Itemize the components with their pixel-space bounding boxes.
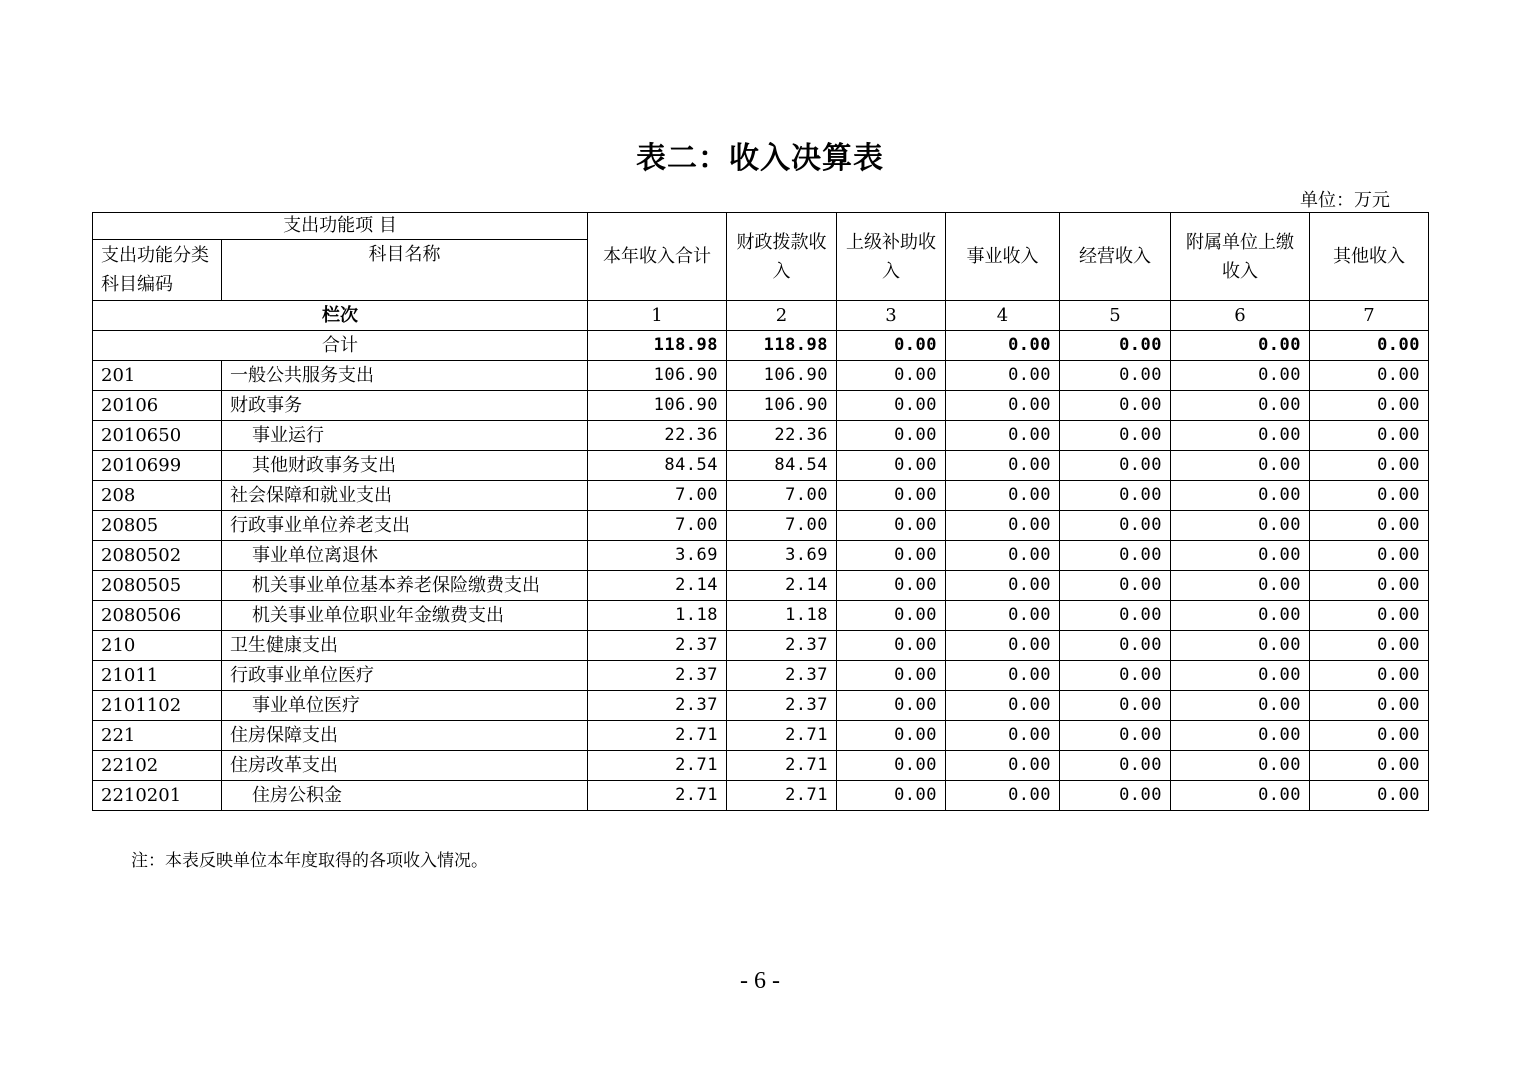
table-row bbox=[93, 511, 1429, 541]
row-value: 22.36 bbox=[727, 421, 837, 451]
total-value: 0.00 bbox=[837, 331, 946, 361]
row-value: 0.00 bbox=[946, 571, 1060, 601]
col-header-2: 财政拨款收入 bbox=[727, 213, 837, 301]
total-value: 0.00 bbox=[1060, 331, 1171, 361]
row-value: 0.00 bbox=[1310, 451, 1429, 481]
row-value: 0.00 bbox=[1060, 541, 1171, 571]
col-header-7: 其他收入 bbox=[1310, 213, 1429, 301]
row-value: 0.00 bbox=[1060, 691, 1171, 721]
row-value: 0.00 bbox=[1171, 631, 1310, 661]
row-value: 0.00 bbox=[946, 691, 1060, 721]
row-value: 0.00 bbox=[1060, 421, 1171, 451]
table-row bbox=[93, 571, 1429, 601]
table-row bbox=[93, 361, 1429, 391]
row-value: 0.00 bbox=[1310, 421, 1429, 451]
row-value: 0.00 bbox=[946, 751, 1060, 781]
row-value: 0.00 bbox=[1060, 781, 1171, 811]
row-value: 0.00 bbox=[1310, 691, 1429, 721]
row-value: 0.00 bbox=[837, 421, 946, 451]
row-value: 0.00 bbox=[1310, 751, 1429, 781]
row-value: 0.00 bbox=[946, 781, 1060, 811]
row-value: 0.00 bbox=[1060, 631, 1171, 661]
row-value: 2.37 bbox=[588, 661, 727, 691]
row-value: 0.00 bbox=[946, 721, 1060, 751]
row-value: 0.00 bbox=[837, 571, 946, 601]
index-number: 1 bbox=[588, 301, 727, 331]
row-value: 0.00 bbox=[1171, 751, 1310, 781]
row-value: 0.00 bbox=[1310, 511, 1429, 541]
table-row bbox=[93, 421, 1429, 451]
row-value: 0.00 bbox=[1310, 781, 1429, 811]
row-value: 0.00 bbox=[837, 361, 946, 391]
row-value: 2.71 bbox=[727, 781, 837, 811]
row-value: 2.71 bbox=[727, 751, 837, 781]
row-value: 0.00 bbox=[1171, 571, 1310, 601]
row-value: 84.54 bbox=[727, 451, 837, 481]
table-row bbox=[93, 391, 1429, 421]
row-code: 20805 bbox=[93, 511, 222, 541]
name-header: 科目名称 bbox=[222, 240, 588, 301]
row-value: 0.00 bbox=[1310, 631, 1429, 661]
row-value: 0.00 bbox=[946, 661, 1060, 691]
row-name: 住房保障支出 bbox=[222, 721, 588, 751]
row-value: 0.00 bbox=[837, 751, 946, 781]
table-row bbox=[93, 481, 1429, 511]
row-code: 2080506 bbox=[93, 601, 222, 631]
total-value: 0.00 bbox=[1310, 331, 1429, 361]
row-value: 0.00 bbox=[837, 451, 946, 481]
row-code: 2010650 bbox=[93, 421, 222, 451]
row-value: 0.00 bbox=[1060, 481, 1171, 511]
row-value: 7.00 bbox=[588, 511, 727, 541]
row-value: 0.00 bbox=[1060, 661, 1171, 691]
row-value: 0.00 bbox=[1171, 541, 1310, 571]
row-value: 2.37 bbox=[727, 661, 837, 691]
row-value: 106.90 bbox=[588, 361, 727, 391]
row-value: 2.71 bbox=[588, 721, 727, 751]
table-row bbox=[93, 451, 1429, 481]
row-value: 0.00 bbox=[1060, 451, 1171, 481]
table-row bbox=[93, 781, 1429, 811]
row-value: 0.00 bbox=[1310, 541, 1429, 571]
row-value: 0.00 bbox=[837, 391, 946, 421]
col-header-1: 本年收入合计 bbox=[588, 213, 727, 301]
row-value: 22.36 bbox=[588, 421, 727, 451]
row-value: 7.00 bbox=[727, 481, 837, 511]
row-value: 0.00 bbox=[837, 691, 946, 721]
row-value: 0.00 bbox=[946, 361, 1060, 391]
row-code: 21011 bbox=[93, 661, 222, 691]
table-row bbox=[93, 691, 1429, 721]
row-value: 0.00 bbox=[1171, 451, 1310, 481]
row-value: 0.00 bbox=[1060, 361, 1171, 391]
index-number: 6 bbox=[1171, 301, 1310, 331]
unit-label: 单位：万元 bbox=[1300, 190, 1390, 211]
row-name: 财政事务 bbox=[222, 391, 588, 421]
income-table bbox=[92, 212, 1429, 811]
row-value: 0.00 bbox=[946, 601, 1060, 631]
row-name: 住房公积金 bbox=[222, 781, 588, 811]
table-row bbox=[93, 751, 1429, 781]
table-row bbox=[93, 541, 1429, 571]
index-number: 5 bbox=[1060, 301, 1171, 331]
row-value: 0.00 bbox=[1060, 721, 1171, 751]
row-code: 2080505 bbox=[93, 571, 222, 601]
total-value: 118.98 bbox=[588, 331, 727, 361]
row-value: 0.00 bbox=[946, 391, 1060, 421]
col-header-6: 附属单位上缴收入 bbox=[1171, 213, 1310, 301]
row-value: 0.00 bbox=[837, 481, 946, 511]
table-row bbox=[93, 631, 1429, 661]
row-value: 0.00 bbox=[837, 601, 946, 631]
row-value: 0.00 bbox=[1310, 361, 1429, 391]
row-value: 0.00 bbox=[837, 541, 946, 571]
row-value: 0.00 bbox=[1171, 361, 1310, 391]
row-code: 221 bbox=[93, 721, 222, 751]
row-value: 0.00 bbox=[1171, 511, 1310, 541]
row-value: 0.00 bbox=[1171, 391, 1310, 421]
row-value: 0.00 bbox=[1060, 601, 1171, 631]
page-title: 表二：收入决算表 bbox=[636, 141, 884, 176]
total-value: 0.00 bbox=[946, 331, 1060, 361]
row-code: 2210201 bbox=[93, 781, 222, 811]
table-row bbox=[93, 661, 1429, 691]
row-value: 2.14 bbox=[588, 571, 727, 601]
row-code: 22102 bbox=[93, 751, 222, 781]
index-number: 4 bbox=[946, 301, 1060, 331]
row-value: 106.90 bbox=[727, 391, 837, 421]
index-row bbox=[93, 301, 1429, 331]
row-value: 0.00 bbox=[1060, 571, 1171, 601]
row-value: 7.00 bbox=[727, 511, 837, 541]
row-name: 行政事业单位养老支出 bbox=[222, 511, 588, 541]
row-value: 2.71 bbox=[588, 781, 727, 811]
row-code: 210 bbox=[93, 631, 222, 661]
row-value: 106.90 bbox=[727, 361, 837, 391]
row-value: 1.18 bbox=[727, 601, 837, 631]
row-value: 0.00 bbox=[1171, 691, 1310, 721]
row-value: 0.00 bbox=[946, 451, 1060, 481]
row-name: 一般公共服务支出 bbox=[222, 361, 588, 391]
row-value: 0.00 bbox=[1171, 481, 1310, 511]
row-value: 2.37 bbox=[727, 631, 837, 661]
row-value: 0.00 bbox=[1171, 721, 1310, 751]
row-value: 0.00 bbox=[946, 631, 1060, 661]
row-value: 2.14 bbox=[727, 571, 837, 601]
row-name: 机关事业单位基本养老保险缴费支出 bbox=[222, 571, 588, 601]
row-value: 0.00 bbox=[1171, 661, 1310, 691]
row-value: 0.00 bbox=[1060, 751, 1171, 781]
row-value: 2.71 bbox=[727, 721, 837, 751]
row-name: 事业单位医疗 bbox=[222, 691, 588, 721]
row-value: 3.69 bbox=[588, 541, 727, 571]
row-value: 0.00 bbox=[837, 721, 946, 751]
index-number: 2 bbox=[727, 301, 837, 331]
total-row bbox=[93, 331, 1429, 361]
row-value: 7.00 bbox=[588, 481, 727, 511]
row-value: 0.00 bbox=[946, 481, 1060, 511]
code-header: 支出功能分类科目编码 bbox=[93, 240, 222, 301]
row-name: 卫生健康支出 bbox=[222, 631, 588, 661]
table-row bbox=[93, 601, 1429, 631]
row-code: 201 bbox=[93, 361, 222, 391]
header-row-1 bbox=[93, 213, 1429, 240]
row-value: 0.00 bbox=[837, 661, 946, 691]
row-code: 2101102 bbox=[93, 691, 222, 721]
row-value: 106.90 bbox=[588, 391, 727, 421]
row-code: 208 bbox=[93, 481, 222, 511]
row-value: 0.00 bbox=[1060, 511, 1171, 541]
row-value: 0.00 bbox=[1310, 481, 1429, 511]
row-value: 0.00 bbox=[837, 631, 946, 661]
row-value: 0.00 bbox=[1310, 721, 1429, 751]
row-value: 0.00 bbox=[1310, 571, 1429, 601]
col-header-3: 上级补助收入 bbox=[837, 213, 946, 301]
row-value: 0.00 bbox=[837, 781, 946, 811]
row-name: 其他财政事务支出 bbox=[222, 451, 588, 481]
index-number: 7 bbox=[1310, 301, 1429, 331]
row-value: 0.00 bbox=[1310, 601, 1429, 631]
row-value: 0.00 bbox=[1171, 421, 1310, 451]
row-value: 2.37 bbox=[588, 631, 727, 661]
index-label: 栏次 bbox=[93, 301, 588, 331]
row-name: 事业运行 bbox=[222, 421, 588, 451]
row-value: 3.69 bbox=[727, 541, 837, 571]
row-name: 事业单位离退休 bbox=[222, 541, 588, 571]
row-code: 2080502 bbox=[93, 541, 222, 571]
row-name: 住房改革支出 bbox=[222, 751, 588, 781]
row-value: 0.00 bbox=[946, 421, 1060, 451]
row-value: 0.00 bbox=[946, 511, 1060, 541]
page-number: - 6 - bbox=[740, 968, 780, 994]
row-value: 0.00 bbox=[1310, 391, 1429, 421]
row-value: 0.00 bbox=[1171, 601, 1310, 631]
row-name: 行政事业单位医疗 bbox=[222, 661, 588, 691]
row-value: 2.71 bbox=[588, 751, 727, 781]
row-value: 0.00 bbox=[837, 511, 946, 541]
index-number: 3 bbox=[837, 301, 946, 331]
row-value: 84.54 bbox=[588, 451, 727, 481]
row-value: 2.37 bbox=[588, 691, 727, 721]
row-code: 20106 bbox=[93, 391, 222, 421]
row-value: 0.00 bbox=[1060, 391, 1171, 421]
total-label: 合计 bbox=[93, 331, 588, 361]
header-group-label: 支出功能项 目 bbox=[93, 213, 588, 240]
table-row bbox=[93, 721, 1429, 751]
row-name: 机关事业单位职业年金缴费支出 bbox=[222, 601, 588, 631]
row-value: 0.00 bbox=[1171, 781, 1310, 811]
row-value: 0.00 bbox=[946, 541, 1060, 571]
total-value: 0.00 bbox=[1171, 331, 1310, 361]
row-code: 2010699 bbox=[93, 451, 222, 481]
row-value: 0.00 bbox=[1310, 661, 1429, 691]
row-value: 1.18 bbox=[588, 601, 727, 631]
total-value: 118.98 bbox=[727, 331, 837, 361]
col-header-4: 事业收入 bbox=[946, 213, 1060, 301]
row-value: 2.37 bbox=[727, 691, 837, 721]
row-name: 社会保障和就业支出 bbox=[222, 481, 588, 511]
footnote: 注：本表反映单位本年度取得的各项收入情况。 bbox=[131, 851, 488, 871]
col-header-5: 经营收入 bbox=[1060, 213, 1171, 301]
